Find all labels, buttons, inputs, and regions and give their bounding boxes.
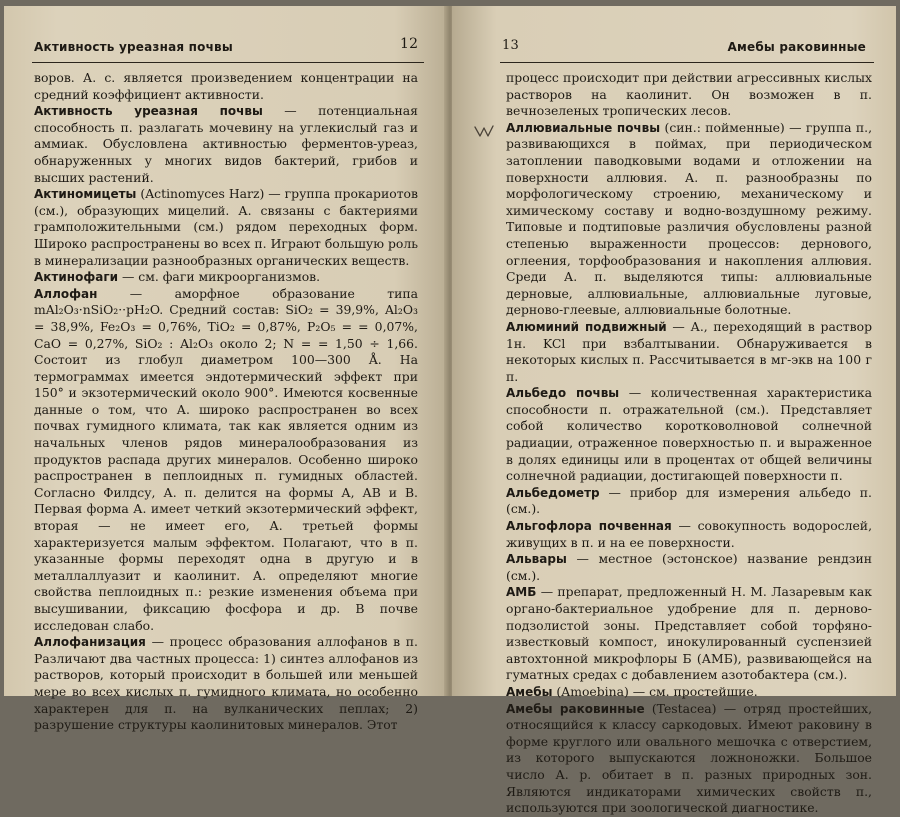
paragraph-text: процесс происходит при действии агрессивных кислых растворов на каолинит. Он возможен в п. вечнозеленых тропических лесов. xyxy=(506,70,872,119)
dictionary-entry xyxy=(34,186,418,269)
dictionary-entry xyxy=(506,518,872,551)
left-header-rule xyxy=(32,62,424,63)
left-running-title: Активность уреазная почвы xyxy=(34,40,233,54)
entry-headword: Аллофанизация xyxy=(34,635,146,650)
entry-headword: Альгофлора почвенная xyxy=(506,519,672,534)
entry-text: — местное (эстонское) название рендзин (см.). xyxy=(506,551,872,583)
right-page xyxy=(452,6,896,816)
dictionary-entry xyxy=(34,103,418,186)
dictionary-entry xyxy=(506,120,872,319)
paragraph xyxy=(506,70,872,120)
entry-text: — препарат, предложенный Н. М. Лазаревым как органо-бактериальное удобрение для п. дерново-подзолистой зоны. Представляет собой торфяно-известковый компост, инокулированный суспензией автохтонной микрофлоры Б (АМБ), развивающейся на гуматных средах с добавлением азотобактера (см.). xyxy=(506,584,872,683)
dictionary-entry xyxy=(506,319,872,385)
entry-headword: Актинофаги xyxy=(34,270,119,285)
entry-headword: Аллофан xyxy=(34,286,98,301)
entry-text: — прибор для измерения альбедо п. (см.). xyxy=(506,484,872,517)
right-header-rule xyxy=(500,62,874,63)
right-text-column xyxy=(506,70,872,817)
entry-text: (син.: пойменные) — группа п., развивающихся в поймах, при периодическом затоплении паводковыми водами и отложении на поверхности аллювия. А. п. разнообразны по морфологическому строению, механическому и химическому составу и водно-воздушному режиму. Типовые и подтиповые различия обусловлены разной степенью выраженности процессов: дернового, оглеения, торфообразования и накопления аллювия. Среди А. п. выделяются типы: аллювиальные дерновые, аллювиальные, аллювиальные луговые, дерново-глеевые, аллювиальные болотные. xyxy=(506,119,873,318)
dictionary-entry xyxy=(506,551,872,584)
book-spread xyxy=(4,6,896,816)
right-page-number: 13 xyxy=(502,38,519,53)
paragraph xyxy=(34,70,418,103)
entry-headword: Амебы xyxy=(506,684,553,699)
entry-headword: Аллювиальные почвы xyxy=(506,120,661,135)
dictionary-entry xyxy=(34,286,418,634)
paragraph-text: воров. А. с. является произведением концентрации на средний коэффициент активности. xyxy=(34,70,418,102)
entry-text: (Testacea) — отряд простейших, относящийся к классу саркодовых. Имеют раковину в форме круглого или овального мешочка с отверстием, из которого выпускаются ложноножки. Большое число А. р. обитает в п. разных природных зон. Являются индикаторами химических свойств п., используются при зоологической диагностике. xyxy=(506,700,873,816)
entry-headword: Алюминий подвижный xyxy=(506,319,667,334)
entry-text: — количественная характеристика способности п. отражательной (см.). Представляет собой количество коротковолновой солнечной радиации, отраженное поверхностью п. и выраженное в долях единицы или в процентах от общей величины солнечной радиации, достигающей поверхности п. xyxy=(506,385,873,484)
entry-text: — процесс образования аллофанов в п. Различают два частных процесса: 1) синтез аллофанов из растворов, который происходит в большей или меньшей мере во всех кислых п. гумидного климата, но особенно характерен для п. на вулканических пеплах; 2) разрушение структуры каолинитовых минералов. Этот xyxy=(34,634,418,733)
left-page xyxy=(4,6,448,733)
entry-text: — потенциальная способность п. разлагать мочевину на углекислый газ и аммиак. Обусловлена активностью ферментов-уреаз, обнаруженных у многих видов бактерий, грибов и высших растений. xyxy=(34,103,418,185)
dictionary-entry xyxy=(506,385,872,485)
right-running-title: Амебы раковинные xyxy=(727,40,866,54)
dictionary-entry xyxy=(34,269,418,286)
entry-headword: АМБ xyxy=(506,585,537,600)
entry-headword: Активность уреазная почвы xyxy=(34,104,263,119)
handwritten-check-icon xyxy=(474,124,500,138)
left-text-column xyxy=(34,70,418,734)
entry-text: (Actinomyces Harz) — группа прокариотов (см.), образующих мицелий. А. связаны с бактериями грамположительными (см.) рядом переходных форм. Широко распространены во всех п. Играют большую роль в минерализации разнообразных органических веществ. xyxy=(34,186,418,268)
entry-text: — А., переходящий в раствор 1н. KCl при взбалтывании. Обнаруживается в некоторых кислых п. Рассчитывается в мг-экв на 100 г п. xyxy=(506,318,873,384)
entry-headword: Амебы раковинные xyxy=(506,701,645,716)
dictionary-entry xyxy=(506,701,872,817)
entry-headword: Альвары xyxy=(506,552,567,567)
dictionary-entry xyxy=(506,485,872,518)
entry-text: — аморфное образование типа mAl₂O₃·nSiO₂··pH₂O. Средний состав: SiO₂ = 39,9%, Al₂O₃ = 38,9%, Fe₂O₃ = 0,76%, TiO₂ = 0,87%, P₂O₅ = = 0,07%, CaO = 0,27%, SiO₂ : Al₂O₃ около 2; N = = 1,50 ÷ 1,66. Состоит из глобул диаметром 100—300 Å. На термограммах имеется эндотермический эффект при 150° и экзотермический около 900°. Имеются косвенные данные о том, что А. широко распространен во всех почвах гумидного климата, так как является одним из начальных членов рядов минералообразования из продуктов распада других минералов. Особенно широко распространен в пеплоидных п. гумидных областей. Согласно Филдсу, А. п. делится на формы А, АВ и В. Первая форма А. имеет четкий экзотермический эффект, вторая — не имеет его, А. третьей формы характеризуется малым эффектом. Полагают, что в п. указанные формы переходят одна в другую и в металлаллуазит и каолинит. А. определяют многие свойства пеплоидных п.: резкие изменения объема при высушивании, фиксацию фосфора и др. В почве исследован слабо. xyxy=(34,285,418,633)
dictionary-entry xyxy=(506,584,872,684)
entry-text: — см. фаги микроорганизмов. xyxy=(118,269,321,285)
entry-text: (Amoebina) — см. простейшие. xyxy=(552,683,758,699)
entry-headword: Альбедо почвы xyxy=(506,386,620,401)
left-page-number: 12 xyxy=(400,36,419,52)
entry-text: — совокупность водорослей, живущих в п. и на ее поверхности. xyxy=(506,518,873,550)
entry-headword: Актиномицеты xyxy=(34,187,137,202)
entry-headword: Альбедометр xyxy=(506,485,600,500)
dictionary-entry xyxy=(34,634,418,734)
dictionary-entry xyxy=(506,684,872,701)
